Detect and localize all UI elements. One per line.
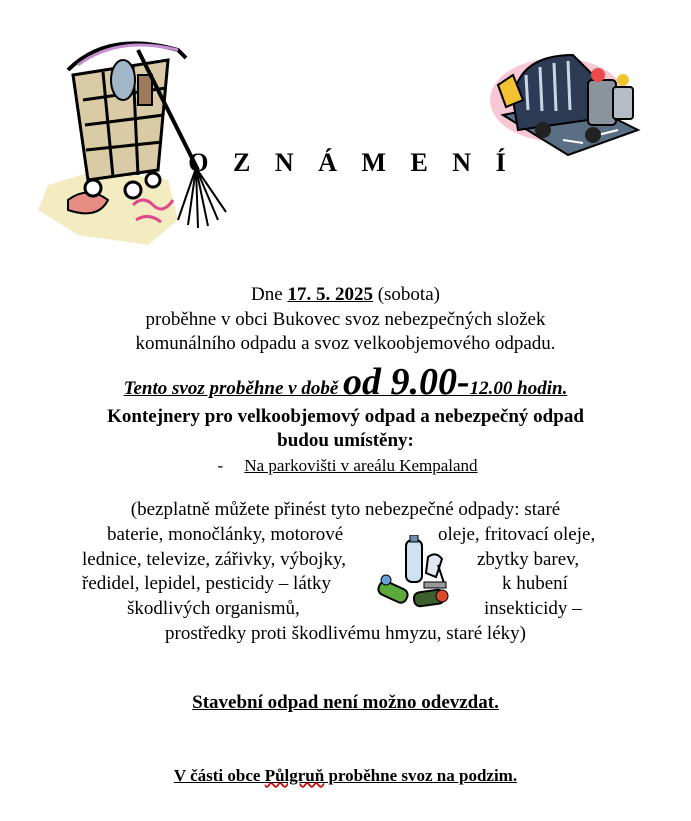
- hazardous-waste-icon: [376, 535, 456, 610]
- note-line-2b: oleje, fritovací oleje,: [438, 524, 596, 545]
- schedule-prefix: Tento svoz proběhne v době: [123, 378, 344, 399]
- containers-line-2: budou umístěny:: [277, 430, 414, 451]
- containers-line-1: Kontejnery pro velkoobjemový odpad a nebezpečný odpad: [107, 406, 584, 427]
- intro-prefix: Dne: [251, 284, 288, 305]
- schedule-to: 12.00 hodin.: [469, 378, 568, 399]
- page-title: O Z N Á M E N Í: [188, 148, 515, 177]
- schedule-dash: -: [457, 361, 470, 403]
- intro-line-3: komunálního odpadu a svoz velkoobjemového odpadu.: [135, 333, 556, 354]
- note-line-1: (bezplatně můžete přinést tyto nebezpečné odpady: staré: [130, 499, 561, 520]
- autumn-prefix: V části obce: [173, 766, 265, 785]
- autumn-place: Půlgruň: [264, 766, 325, 785]
- note-line-5b: insekticidy –: [484, 598, 582, 619]
- construction-notice: Stavební odpad není možno odevzdat.: [192, 692, 499, 713]
- schedule-line: [0, 362, 691, 409]
- note-line-6: prostředky proti škodlivému hmyzu, staré léky): [165, 623, 526, 644]
- note-line-4b: k hubení: [502, 573, 568, 594]
- note-line-2a: baterie, monočlánky, motorové: [107, 524, 344, 545]
- event-day: (sobota): [372, 284, 440, 305]
- shopping-cart-junk-icon: [38, 20, 248, 250]
- event-date: 17. 5. 2025: [287, 284, 373, 305]
- intro-line-1: [0, 283, 691, 307]
- autumn-notice: [0, 764, 691, 788]
- location-item: [0, 454, 691, 478]
- note-line-4a: ředidel, lepidel, pesticidy – látky: [82, 573, 332, 594]
- schedule-from: od 9.00: [343, 361, 458, 403]
- note-line-5a: škodlivých organismů,: [127, 598, 300, 619]
- note-line-3a: lednice, televize, zářivky, výbojky,: [82, 549, 346, 570]
- intro-line-2: proběhne v obci Bukovec svoz nebezpečných složek: [145, 309, 546, 330]
- location-bullet: -: [217, 456, 224, 475]
- location-text: Na parkovišti v areálu Kempaland: [244, 456, 478, 475]
- garbage-truck-icon: [488, 45, 648, 160]
- autumn-suffix: proběhne svoz na podzim.: [324, 766, 518, 785]
- note-line-3b: zbytky barev,: [477, 549, 580, 570]
